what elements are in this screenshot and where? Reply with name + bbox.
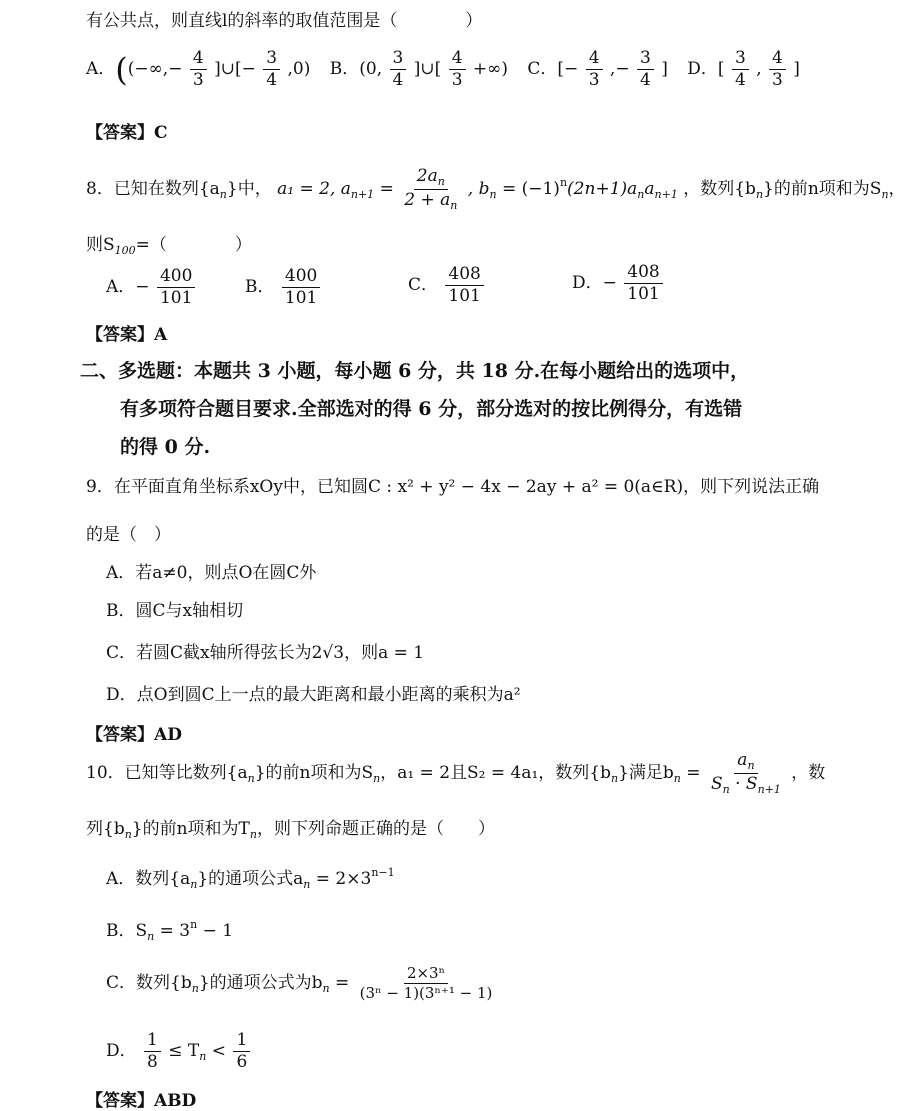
q9-option-d: D．点O到圆C上一点的最大距离和最小距离的乘积为a² <box>106 685 521 705</box>
q7-option-d: D．[ $\frac{3}{4}$ , $\frac{4}{3}$ ] <box>687 48 800 90</box>
q10-option-a: A．数列$\{a_n\}$的通项公式$a_n = 2\times 3^{n-1}$ <box>106 866 395 891</box>
q10-option-c: C．数列$\{b_n\}$的通项公式为$b_n$ = $\frac{\text{2×3ⁿ}}{\text{(3ⁿ − 1)(3ⁿ⁺¹ − 1)}}$ <box>106 964 493 1002</box>
q8-option-a: A．− $\frac{400}{101}$ <box>106 268 197 307</box>
q10-answer: 【答案】ABD <box>86 1091 197 1111</box>
q8-option-d: D．− $\frac{408}{101}$ <box>572 264 665 303</box>
section2-heading-line2: 有多项符合题目要求.全部选对的得 6 分，部分选对的按比例得分，有选错 <box>120 398 743 420</box>
q10-stem: 10．已知等比数列$\{a_n\}$的前n项和为$S_n$，a₁ = 2且S₂ = 4a₁，数列$\{b_n\}$满足$b_n$ = $\frac{a_n}{S_n \cdot S_{n+1}}$ ，数 <box>86 750 826 796</box>
q7-answer: 【答案】C <box>86 123 168 143</box>
q8-option-b: B． $\frac{400}{101}$ <box>245 268 322 307</box>
q8-stem-line2: 则$S_{100}=$（ ） <box>86 235 252 257</box>
q10-option-b: B．$S_n = 3^n - 1$ <box>106 918 234 943</box>
q9-stem-line2: 的是（ ） <box>86 525 171 545</box>
q8-answer: 【答案】A <box>86 325 168 345</box>
q8-option-c: C． $\frac{408}{101}$ <box>408 266 486 305</box>
q8-stem: 8．已知在数列$\{a_n\}$中， a₁ = 2, $a_{n+1}$ = $\frac{2a_n}{2 + a_n}$ , $b_n = (-1)^n(2n+1)a_na_{n+1}$ ，数列$\{b_n\}$的前n项和为$S_n$， <box>86 166 906 212</box>
q9-option-b: B．圆C与x轴相切 <box>106 601 244 621</box>
q7-option-c: C．[− $\frac{4}{3}$ ,− $\frac{3}{4}$ ] <box>527 48 668 90</box>
q7-option-a: A．((−∞,− $\frac{4}{3}$ ]∪[− $\frac{3}{4}$ ,0) <box>86 48 311 90</box>
q10-option-d: D． $\frac{1}{8}$ ≤ $T_n$ < $\frac{1}{6}$ <box>106 1032 252 1071</box>
q7-option-b: B．(0, $\frac{3}{4}$ ]∪[ $\frac{4}{3}$ +∞) <box>329 48 508 90</box>
section2-heading-line1: 二、多选题：本题共 3 小题，每小题 6 分，共 18 分.在每小题给出的选项中， <box>80 360 750 382</box>
q9-option-c: C．若圆C截x轴所得弦长为2√3，则a = 1 <box>106 643 425 663</box>
q9-option-a: A．若a≠0，则点O在圆C外 <box>106 563 317 583</box>
q9-answer: 【答案】AD <box>86 725 182 745</box>
section2-heading-line3: 的得 0 分. <box>120 436 211 458</box>
q9-stem: 9．在平面直角坐标系xOy中，已知圆C : x² + y² − 4x − 2ay + a² = 0(a∈R)，则下列说法正确 <box>86 477 820 497</box>
q10-stem-line2: 列$\{b_n\}$的前n项和为$T_n$，则下列命题正确的是（ ） <box>86 819 495 841</box>
q7-options <box>86 50 800 89</box>
q7-stem-tail: 有公共点，则直线l的斜率的取值范围是（ ） <box>86 11 483 31</box>
